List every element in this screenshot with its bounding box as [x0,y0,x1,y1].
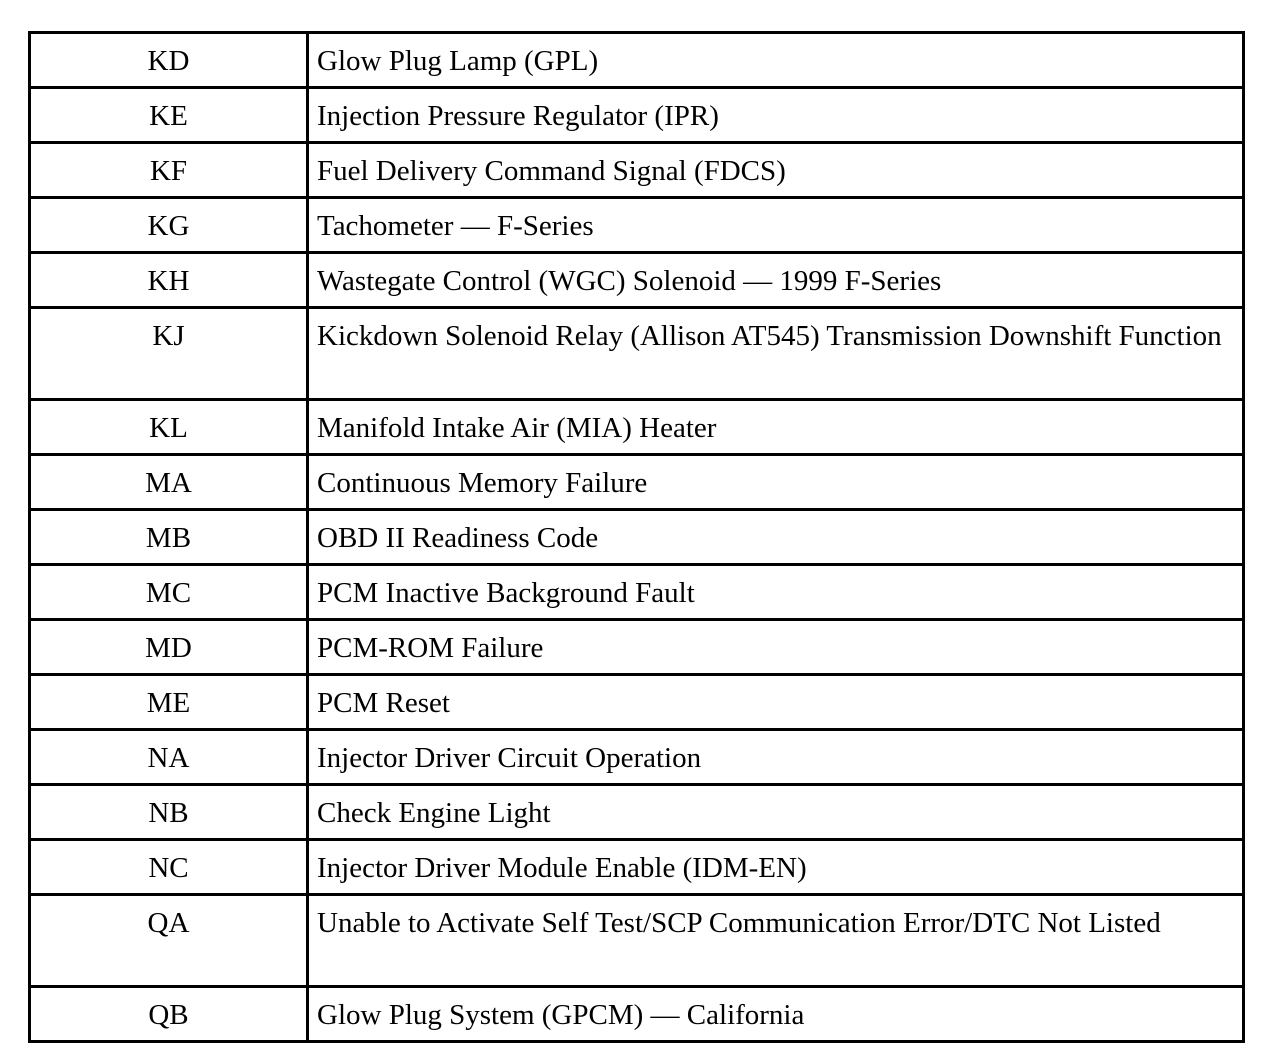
code-cell: QB [30,987,308,1042]
description-cell: Continuous Memory Failure [308,455,1244,510]
code-table [28,31,1245,1043]
table-row [30,675,1244,730]
description-cell: Check Engine Light [308,785,1244,840]
table-row [30,198,1244,253]
table-row [30,143,1244,198]
code-cell: MC [30,565,308,620]
table-row [30,730,1244,785]
description-cell: Injector Driver Circuit Operation [308,730,1244,785]
table-row [30,895,1244,987]
description-cell: PCM-ROM Failure [308,620,1244,675]
code-cell: KG [30,198,308,253]
code-cell: MA [30,455,308,510]
table-row [30,308,1244,400]
description-cell: Unable to Activate Self Test/SCP Communication Error/DTC Not Listed [308,895,1244,987]
code-cell: ME [30,675,308,730]
description-cell: Glow Plug System (GPCM) — California [308,987,1244,1042]
description-cell: Kickdown Solenoid Relay (Allison AT545) Transmission Downshift Function [308,308,1244,400]
code-cell: KH [30,253,308,308]
description-cell: PCM Reset [308,675,1244,730]
table-row [30,400,1244,455]
table-row [30,455,1244,510]
description-cell: Manifold Intake Air (MIA) Heater [308,400,1244,455]
description-cell: Fuel Delivery Command Signal (FDCS) [308,143,1244,198]
description-cell: Injection Pressure Regulator (IPR) [308,88,1244,143]
description-cell: Tachometer — F-Series [308,198,1244,253]
code-cell: MB [30,510,308,565]
code-cell: QA [30,895,308,987]
code-cell: MD [30,620,308,675]
code-cell: KL [30,400,308,455]
description-cell: Injector Driver Module Enable (IDM-EN) [308,840,1244,895]
description-cell: Wastegate Control (WGC) Solenoid — 1999 F-Series [308,253,1244,308]
code-cell: KJ [30,308,308,400]
table-row [30,253,1244,308]
table-row [30,987,1244,1042]
code-cell: KD [30,33,308,88]
code-cell: NB [30,785,308,840]
table-row [30,510,1244,565]
code-cell: KF [30,143,308,198]
table-row [30,88,1244,143]
code-cell: NC [30,840,308,895]
description-cell: OBD II Readiness Code [308,510,1244,565]
code-cell: NA [30,730,308,785]
table-row [30,620,1244,675]
code-cell: KE [30,88,308,143]
table-row [30,33,1244,88]
description-cell: Glow Plug Lamp (GPL) [308,33,1244,88]
table-row [30,565,1244,620]
table-row [30,840,1244,895]
description-cell: PCM Inactive Background Fault [308,565,1244,620]
code-table-body [30,33,1244,1042]
table-row [30,785,1244,840]
